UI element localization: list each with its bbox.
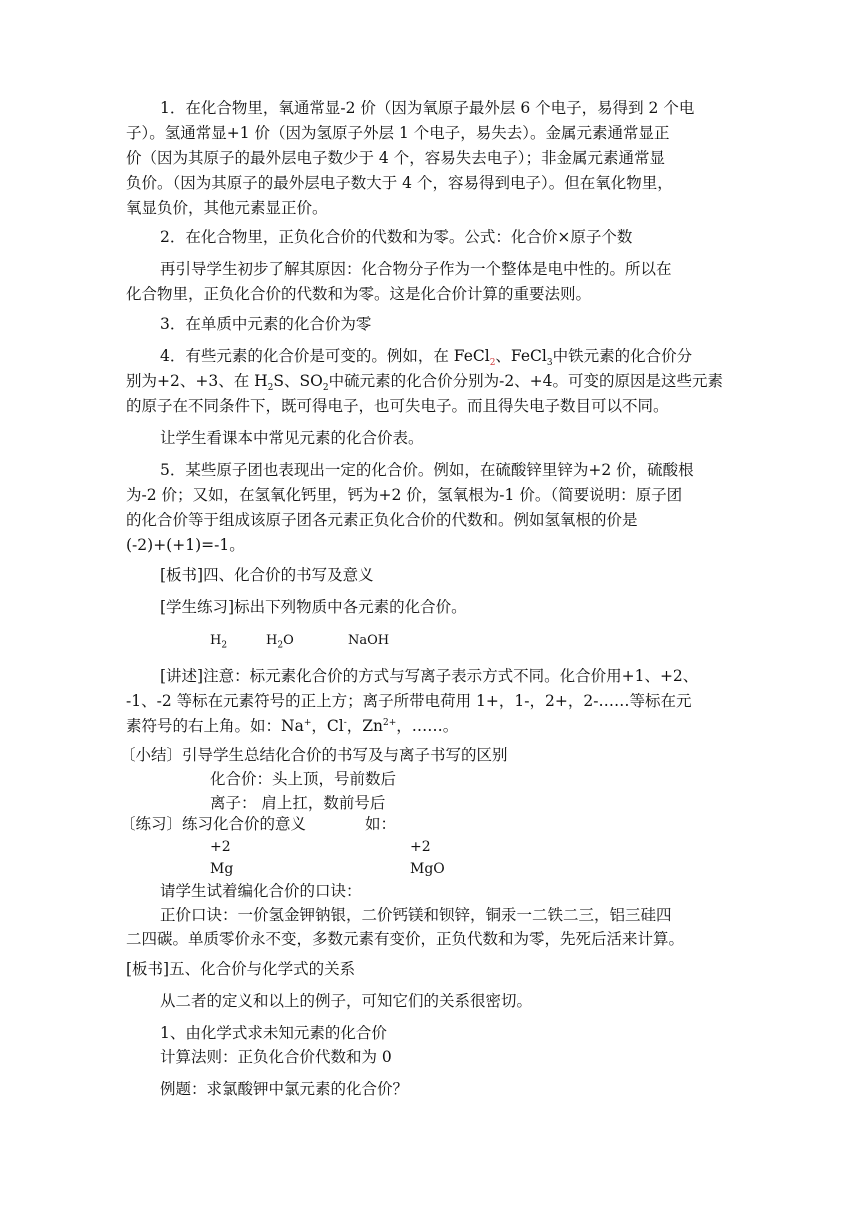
para-1-line-1: 1．在化合物里，氧通常显-2 价（因为氧原子最外层 6 个电子，易得到 2 个电	[160, 99, 695, 117]
formula-h2o	[266, 630, 294, 652]
para-4: 3．在单质中元素的化合价为零	[160, 315, 372, 333]
subscript: 3	[546, 358, 553, 369]
board-heading-5: [板书]五、化合价与化学式的关系	[126, 960, 356, 978]
formula-mgo: MgO	[410, 861, 445, 877]
para-2: 2．在化合物里，正负化合价的代数和为零。公式：化合价×原子个数	[160, 228, 633, 246]
formula-naoh: NaOH	[348, 633, 390, 648]
para-5-line-3: 的原子在不同条件下，既可得电子，也可失电子。而且得失电子数目可以不同。	[126, 397, 669, 415]
superscript: +	[303, 717, 312, 728]
mnemonic-line-2: 二四碳。单质零价永不变，多数元素有变价，正负代数和为零，先死后活来计算。	[126, 930, 685, 948]
formula-mg: Mg	[210, 861, 234, 877]
summary-title: 〔小结〕引导学生总结化合价的书写及与离子书写的区别	[120, 746, 508, 764]
example-question: 例题：求氯酸钾中氯元素的化合价？	[160, 1080, 409, 1098]
para-5-line-1	[160, 345, 692, 367]
subscript: 2	[322, 383, 329, 394]
para-1-line-4: 负价。（因为其原子的最外层电子数大于 4 个，容易得到电子）。但在氧化物里，	[126, 174, 673, 192]
subscript: 2	[277, 640, 284, 651]
para-10-text-d: ，……。	[396, 717, 459, 735]
para-5-text-a: 4．有些元素的化合价是可变的。例如，在 FeCl	[160, 347, 490, 365]
mnemonic-line-1: 正价口诀：一价氢金钾钠银，二价钙镁和钡锌，铜汞一二铁二三，铝三硅四	[160, 906, 672, 924]
calc-rule: 计算法则：正负化合价代数和为 0	[160, 1048, 392, 1066]
superscript: -	[343, 717, 347, 728]
formula-h2o-symbol-a: H	[266, 633, 278, 648]
student-exercise: [学生练习]标出下列物质中各元素的化合价。	[160, 598, 467, 616]
para-7-line-4: (-2)+(+1)=-1。	[126, 536, 245, 554]
para-10-line-1: [讲述]注意：标元素化合价的方式与写离子表示方式不同。化合价用+1、+2、	[160, 667, 699, 685]
para-10-text-c: ，Zn	[346, 717, 383, 735]
summary-ion: 离子： 肩上扛，数前号后	[210, 794, 386, 812]
valence-mark-2: +2	[410, 839, 431, 855]
para-5-text-b: 、FeCl	[495, 347, 547, 365]
para-1-line-3: 价（因为其原子的最外层电子数少于 4 个，容易失去电子）；非金属元素通常显	[126, 149, 665, 167]
para-5-text-f: 中硫元素的化合价分别为-2、+4。可变的原因是这些元素	[328, 372, 724, 390]
subheading-1: 1、由化学式求未知元素的化合价	[160, 1024, 387, 1042]
subscript: 2	[489, 358, 496, 369]
para-10-line-2: -1、-2 等标在元素符号的正上方；离子所带电荷用 1+，1-，2+，2-……等标在元	[126, 692, 692, 710]
board-heading-4: [板书]四、化合价的书写及意义	[160, 566, 374, 584]
para-5-text-e: S、SO	[273, 372, 323, 390]
practice-ru: 如：	[365, 815, 397, 833]
superscript: 2+	[383, 717, 397, 728]
subscript: 2	[267, 383, 274, 394]
formula-h2-symbol: H	[210, 633, 222, 648]
para-1-line-5: 氧显负价，其他元素显正价。	[126, 199, 328, 217]
para-10-text-a: 素符号的右上角。如：Na	[126, 717, 304, 735]
para-7-line-2: 为-2 价；又如，在氢氧化钙里，钙为+2 价，氢氧根为-1 价。（简要说明：原子团	[126, 486, 683, 504]
para-5-text-d: 别为+2、+3、在 H	[126, 372, 268, 390]
summary-valence: 化合价：头上顶，号前数后	[210, 770, 397, 788]
para-5-line-2	[126, 370, 723, 392]
para-3-line-2: 化合物里，正负化合价的代数和为零。这是化合价计算的重要法则。	[126, 285, 592, 303]
formula-h2	[210, 630, 227, 652]
para-10-text-b: ，Cl	[311, 717, 344, 735]
para-1-line-2: 子）。氢通常显+1 价（因为氢原子外层 1 个电子，易失去）。金属元素通常显正	[126, 124, 670, 142]
para-10-line-3	[126, 715, 458, 737]
formula-h2o-symbol-b: O	[283, 633, 294, 648]
para-3-line-1: 再引导学生初步了解其原因：化合物分子作为一个整体是电中性的。所以在	[160, 260, 672, 278]
para-6: 让学生看课本中常见元素的化合价表。	[160, 429, 424, 447]
para-7-line-1: 5．某些原子团也表现出一定的化合价。例如，在硫酸锌里锌为+2 价，硫酸根	[160, 461, 694, 479]
subscript: 2	[221, 640, 228, 651]
para-relation: 从二者的定义和以上的例子，可知它们的关系很密切。	[160, 992, 533, 1010]
practice-title: 〔练习〕练习化合价的意义	[120, 815, 307, 833]
valence-mark-1: +2	[210, 839, 231, 855]
mnemonic-intro: 请学生试着编化合价的口诀：	[160, 882, 362, 900]
para-7-line-3: 的化合价等于组成该原子团各元素正负化合价的代数和。例如氢氧根的价是	[126, 511, 638, 529]
para-5-text-c: 中铁元素的化合价分	[552, 347, 693, 365]
